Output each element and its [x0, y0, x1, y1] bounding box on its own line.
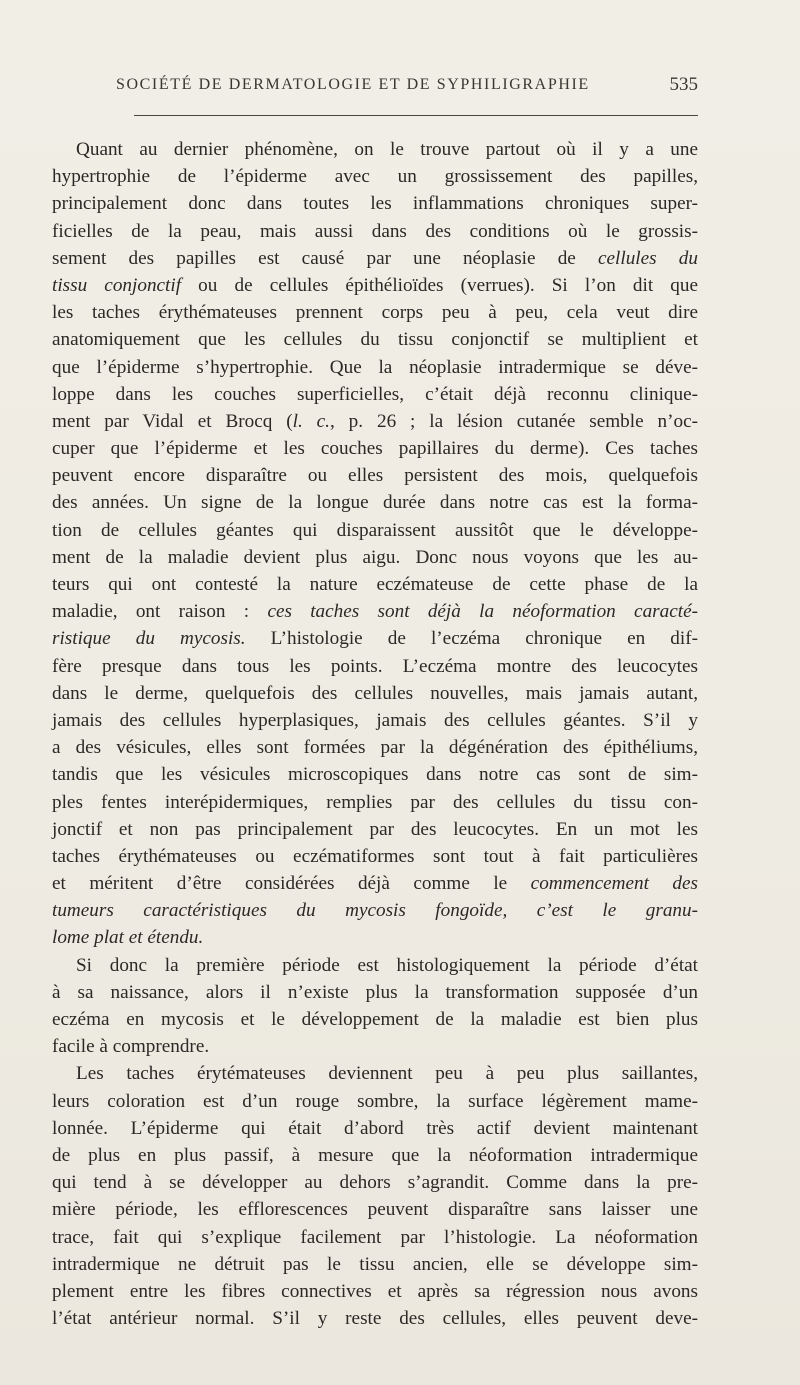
text-span: les taches érythémateuses prennent corps peu à peu, cela veut dire [52, 302, 698, 324]
text-line [52, 707, 698, 734]
text-line [52, 1033, 698, 1060]
text-span: ment de la maladie devient plus aigu. Donc nous voyons que les au- [52, 546, 698, 568]
text-line [52, 598, 698, 625]
italic-text: tumeurs caractéristiques du mycosis fongoïde, c’est le granu- [52, 900, 698, 922]
text-line [52, 897, 698, 924]
text-span: que l’épiderme s’hypertrophie. Que la néoplasie intradermique se déve- [52, 356, 698, 378]
text-line [52, 1169, 698, 1196]
text-line [52, 1060, 698, 1087]
text-span: ficielles de la peau, mais aussi dans des conditions où le grossis- [52, 220, 698, 242]
text-line [52, 163, 698, 190]
text-span: Les taches érytémateuses deviennent peu à peu plus saillantes, [76, 1063, 698, 1085]
text-line [52, 326, 698, 353]
text-line [52, 979, 698, 1006]
text-line [52, 517, 698, 544]
text-span: L’histologie de l’eczéma chronique en dif- [245, 628, 698, 650]
text-span: anatomiquement que les cellules du tissu conjonctif se multiplient et [52, 329, 698, 351]
text-line [52, 680, 698, 707]
text-line [52, 272, 698, 299]
text-line [52, 843, 698, 870]
text-span: de plus en plus passif, à mesure que la néoformation intradermique [52, 1144, 698, 1166]
text-line [52, 218, 698, 245]
header-rule [134, 115, 698, 116]
text-span: cuper que l’épiderme et les couches papillaires du derme). Ces taches [52, 438, 698, 460]
text-line [52, 354, 698, 381]
text-line [52, 924, 698, 951]
text-line [52, 190, 698, 217]
text-span: ment par Vidal et Brocq ( [52, 410, 293, 432]
text-line [52, 1006, 698, 1033]
text-span: sement des papilles est causé par une néoplasie de [52, 247, 599, 269]
text-span: principalement donc dans toutes les inflammations chroniques super- [52, 193, 698, 215]
italic-text: l. c. [292, 410, 330, 432]
text-span: peuvent encore disparaître ou elles persistent des mois, quelquefois [52, 465, 698, 487]
text-span: trace, fait qui s’explique facilement par l’histologie. La néoformation [52, 1226, 698, 1248]
text-line [52, 653, 698, 680]
text-span: loppe dans les couches superficielles, c’était déjà reconnu clinique- [52, 383, 698, 405]
text-span: a des vésicules, elles sont formées par la dégénération des épithéliums, [52, 737, 698, 759]
text-line [52, 761, 698, 788]
text-span: jonctif et non pas principalement par des leucocytes. En un mot les [52, 818, 698, 840]
text-span: teurs qui ont contesté la nature eczémateuse de cette phase de la [52, 574, 698, 595]
text-span: taches érythémateuses ou eczématiformes sont tout à fait particulières [52, 845, 698, 867]
text-span: hypertrophie de l’épiderme avec un grossissement des papilles, [52, 166, 698, 188]
text-line [52, 734, 698, 761]
text-span: des années. Un signe de la longue durée dans notre cas est la forma- [52, 492, 698, 514]
body-text [52, 136, 698, 1332]
text-line [52, 1196, 698, 1223]
text-span: dans le derme, quelquefois des cellules nouvelles, mais jamais autant, [52, 682, 698, 704]
text-line [52, 544, 698, 571]
text-line [52, 816, 698, 843]
text-span: Si donc la première période est histologiquement la période d’état [76, 954, 698, 976]
text-span: leurs coloration est d’un rouge sombre, la surface légèrement mame- [52, 1090, 698, 1112]
text-span: mière période, les efflorescences peuvent disparaître sans laisser une [52, 1199, 698, 1221]
text-span: maladie, ont raison : [52, 601, 268, 623]
text-line [52, 1115, 698, 1142]
text-line [52, 299, 698, 326]
text-line [52, 462, 698, 489]
text-span: eczéma en mycosis et le développement de la maladie est bien plus [52, 1009, 698, 1030]
text-line [52, 1088, 698, 1115]
italic-text: tissu conjonctif [52, 274, 182, 296]
text-span: l’état antérieur normal. S’il y reste des cellules, elles peuvent deve- [52, 1308, 698, 1330]
text-line [52, 435, 698, 462]
italic-text: cellules du [598, 247, 698, 269]
text-span: intradermique ne détruit pas le tissu ancien, elle se développe sim- [52, 1253, 698, 1275]
text-line [52, 571, 698, 598]
page-header [52, 76, 698, 100]
text-span: facile à comprendre. [52, 1036, 210, 1058]
italic-text: ces taches sont déjà la néoformation caracté- [267, 601, 698, 623]
text-span: fère presque dans tous les points. L’eczéma montre des leucocytes [52, 655, 698, 677]
text-span: et méritent d’être considérées déjà comme le [52, 873, 531, 895]
text-line [52, 381, 698, 408]
text-line [52, 1224, 698, 1251]
text-line [52, 625, 698, 652]
text-line [52, 952, 698, 979]
text-span: Quant au dernier phénomène, on le trouve partout où il y a une [76, 139, 698, 160]
text-span: ples fentes interépidermiques, remplies par des cellules du tissu con- [52, 791, 698, 813]
text-line [52, 1142, 698, 1169]
italic-text: commencement des [530, 873, 698, 895]
text-line [52, 489, 698, 516]
text-span: tandis que les vésicules microscopiques dans notre cas sont de sim- [52, 764, 698, 786]
text-line [52, 245, 698, 272]
page-number: 535 [669, 74, 698, 95]
text-line [52, 1278, 698, 1305]
text-line [52, 1251, 698, 1278]
italic-text: ristique du mycosis. [52, 628, 246, 650]
text-span: jamais des cellules hyperplasiques, jamais des cellules géantes. S’il y [52, 709, 698, 731]
text-line [52, 870, 698, 897]
text-line [52, 136, 698, 163]
text-line [52, 789, 698, 816]
text-span: , p. 26 ; la lésion cutanée semble n’oc- [329, 410, 698, 432]
text-line [52, 408, 698, 435]
text-line [52, 1305, 698, 1332]
italic-text: lome plat et étendu. [52, 927, 204, 949]
text-span: qui tend à se développer au dehors s’agrandit. Comme dans la pre- [52, 1172, 698, 1194]
text-span: lonnée. L’épiderme qui était d’abord très actif devient maintenant [52, 1117, 698, 1139]
text-span: à sa naissance, alors il n’existe plus la transformation supposée d’un [52, 981, 698, 1003]
text-span: ou de cellules épithélioïdes (verrues). Si l’on dit que [181, 274, 699, 296]
text-span: plement entre les fibres connectives et après sa régression nous avons [52, 1280, 698, 1302]
text-span: tion de cellules géantes qui disparaissent aussitôt que le développe- [52, 519, 698, 541]
running-head: SOCIÉTÉ DE DERMATOLOGIE ET DE SYPHILIGRAPHIE [116, 76, 590, 93]
